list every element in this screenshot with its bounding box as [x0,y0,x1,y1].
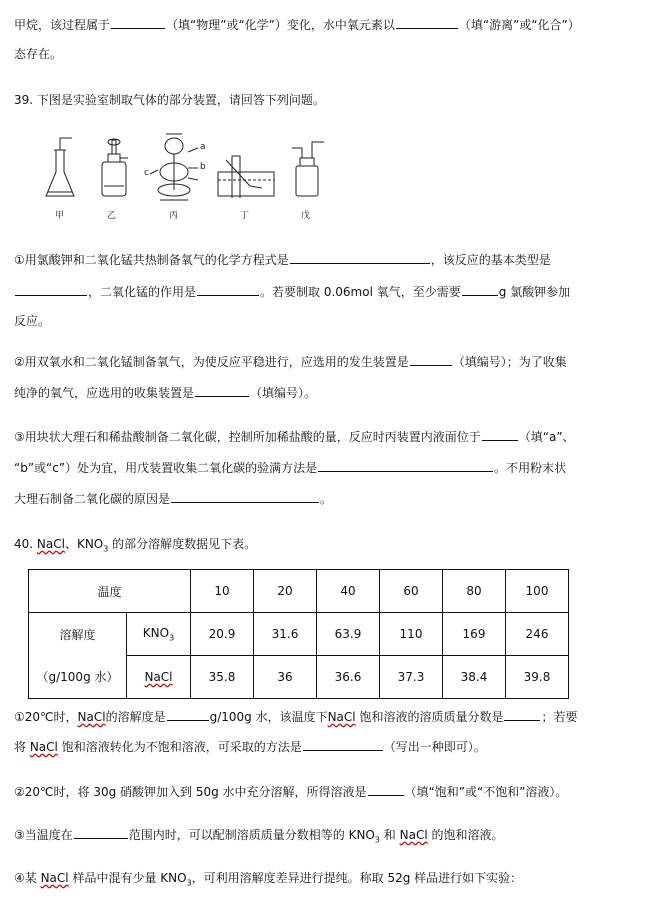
answer-blank[interactable] [462,283,498,296]
water-trough-ding-icon [218,156,274,198]
text-line: ④某 NaCl 样品中混有少量 $KNO_3$，可利用溶解度差异进行提纯。称取 52g 样品进行如下实验： [14,871,523,888]
text-line: 甲烷，该过程属于 （填“物理”或“化学”）变化，水中氧元素以 （填“游离”或“化合”） [14,18,580,32]
text-line: 大理石制备二氧化碳的原因是 。 [14,492,333,506]
text-line: ①20℃时，NaCl的溶解度是 g/100g 水，该温度下NaCl 饱和溶液的溶质质量分数是 ；若要 [14,710,578,724]
table-cell: 20.9 [191,613,254,656]
table-cell: 100 [506,570,569,613]
answer-blank[interactable] [368,783,404,796]
label-c: c [144,168,149,178]
table-row [29,570,569,613]
table-cell: 10 [191,570,254,613]
text-line: “b”或“c”）处为宜，用戊装置收集二氧化碳的验满方法是 。不用粉末状 [14,461,567,475]
text-line: ①用氯酸钾和二氧化锰共热制备氧气的化学方程式是 ，该反应的基本类型是 [14,253,551,267]
text-line: ，二氧化锰的作用是 。若要制取 0.06mol 氧气，至少需要 g 氯酸钾参加 [14,283,570,300]
text-line: ③当温度在 范围内时，可以配制溶质质量分数相等的 $KNO_3$ 和 NaCl 的饱和溶液。 [14,828,504,845]
table-cell: 246 [506,613,569,656]
table-row [29,613,569,656]
table-cell: 36 [254,656,317,699]
label-a: a [200,142,206,152]
table-cell: 37.3 [380,656,443,699]
table-cell: 63.9 [317,613,380,656]
solubility-table [28,569,569,699]
label-wu: 戊 [301,211,311,221]
text-line: ②用双氧水和二氧化锰制备氧气，为使反应平稳进行，应选用的发生装置是 （填编号）；为了收集 [14,355,567,369]
kipp-generator-bing-icon [150,134,198,200]
table-cell: 80 [443,570,506,613]
answer-blank[interactable] [290,251,430,264]
table-header-unit: （g/100g 水） [29,656,127,699]
table-header-temp: 温度 [29,570,191,613]
answer-blank[interactable] [195,384,249,397]
table-cell: 40 [317,570,380,613]
table-row-label-kno3: $KNO_3$ [127,613,191,656]
gas-bottle-wu-icon [292,142,324,196]
label-yi: 乙 [107,211,117,221]
question-39-title: 39. 下图是实验室制取气体的部分装置，请回答下列问题。 [14,93,325,107]
table-cell: 36.6 [317,656,380,699]
table-cell: 35.8 [191,656,254,699]
answer-blank[interactable] [167,708,209,721]
answer-blank[interactable] [111,16,165,29]
bottle-yi-icon [102,139,128,196]
label-bing: 丙 [169,211,179,221]
table-cell: 110 [380,613,443,656]
answer-blank[interactable] [410,353,452,366]
text-line: 将 NaCl 饱和溶液转化为不饱和溶液，可采取的方法是 （写出一种即可）。 [14,740,486,754]
flask-jia-icon [46,138,74,196]
answer-blank[interactable] [15,283,87,296]
table-row [29,656,569,699]
answer-blank[interactable] [504,708,540,721]
answer-blank[interactable] [318,459,493,472]
text-line: 纯净的氧气，应选用的收集装置是 （填编号）。 [14,386,317,400]
table-cell: 169 [443,613,506,656]
table-row-label-nacl: NaCl [127,656,191,699]
text-line: 反应。 [14,314,51,328]
label-ding: 丁 [240,211,250,221]
label-jia: 甲 [55,211,65,221]
answer-blank[interactable] [197,283,259,296]
question-40-title: 40. NaCl、$KNO_3$ 的部分溶解度数据见下表。 [14,537,257,554]
apparatus-drawing [36,128,326,208]
text-line: ③用块状大理石和稀盐酸制备二氧化碳，控制所加稀盐酸的量，反应时丙装置内液面位于 （填“a”、 [14,430,575,444]
label-b: b [200,162,206,172]
text-line: 态存在。 [14,47,63,61]
table-cell: 39.8 [506,656,569,699]
answer-blank[interactable] [74,826,128,839]
table-cell: 20 [254,570,317,613]
answer-blank[interactable] [396,16,458,29]
answer-blank[interactable] [171,490,319,503]
apparatus-figure [36,128,326,221]
answer-blank[interactable] [303,738,383,751]
answer-blank[interactable] [482,428,518,441]
table-cell: 60 [380,570,443,613]
table-header-solubility: 溶解度 [29,613,127,656]
text-line: ②20℃时，将 30g 硝酸钾加入到 50g 水中充分溶解，所得溶液是 （填“饱和”或“不饱和”溶液）。 [14,785,568,799]
table-cell: 31.6 [254,613,317,656]
table-cell: 38.4 [443,656,506,699]
